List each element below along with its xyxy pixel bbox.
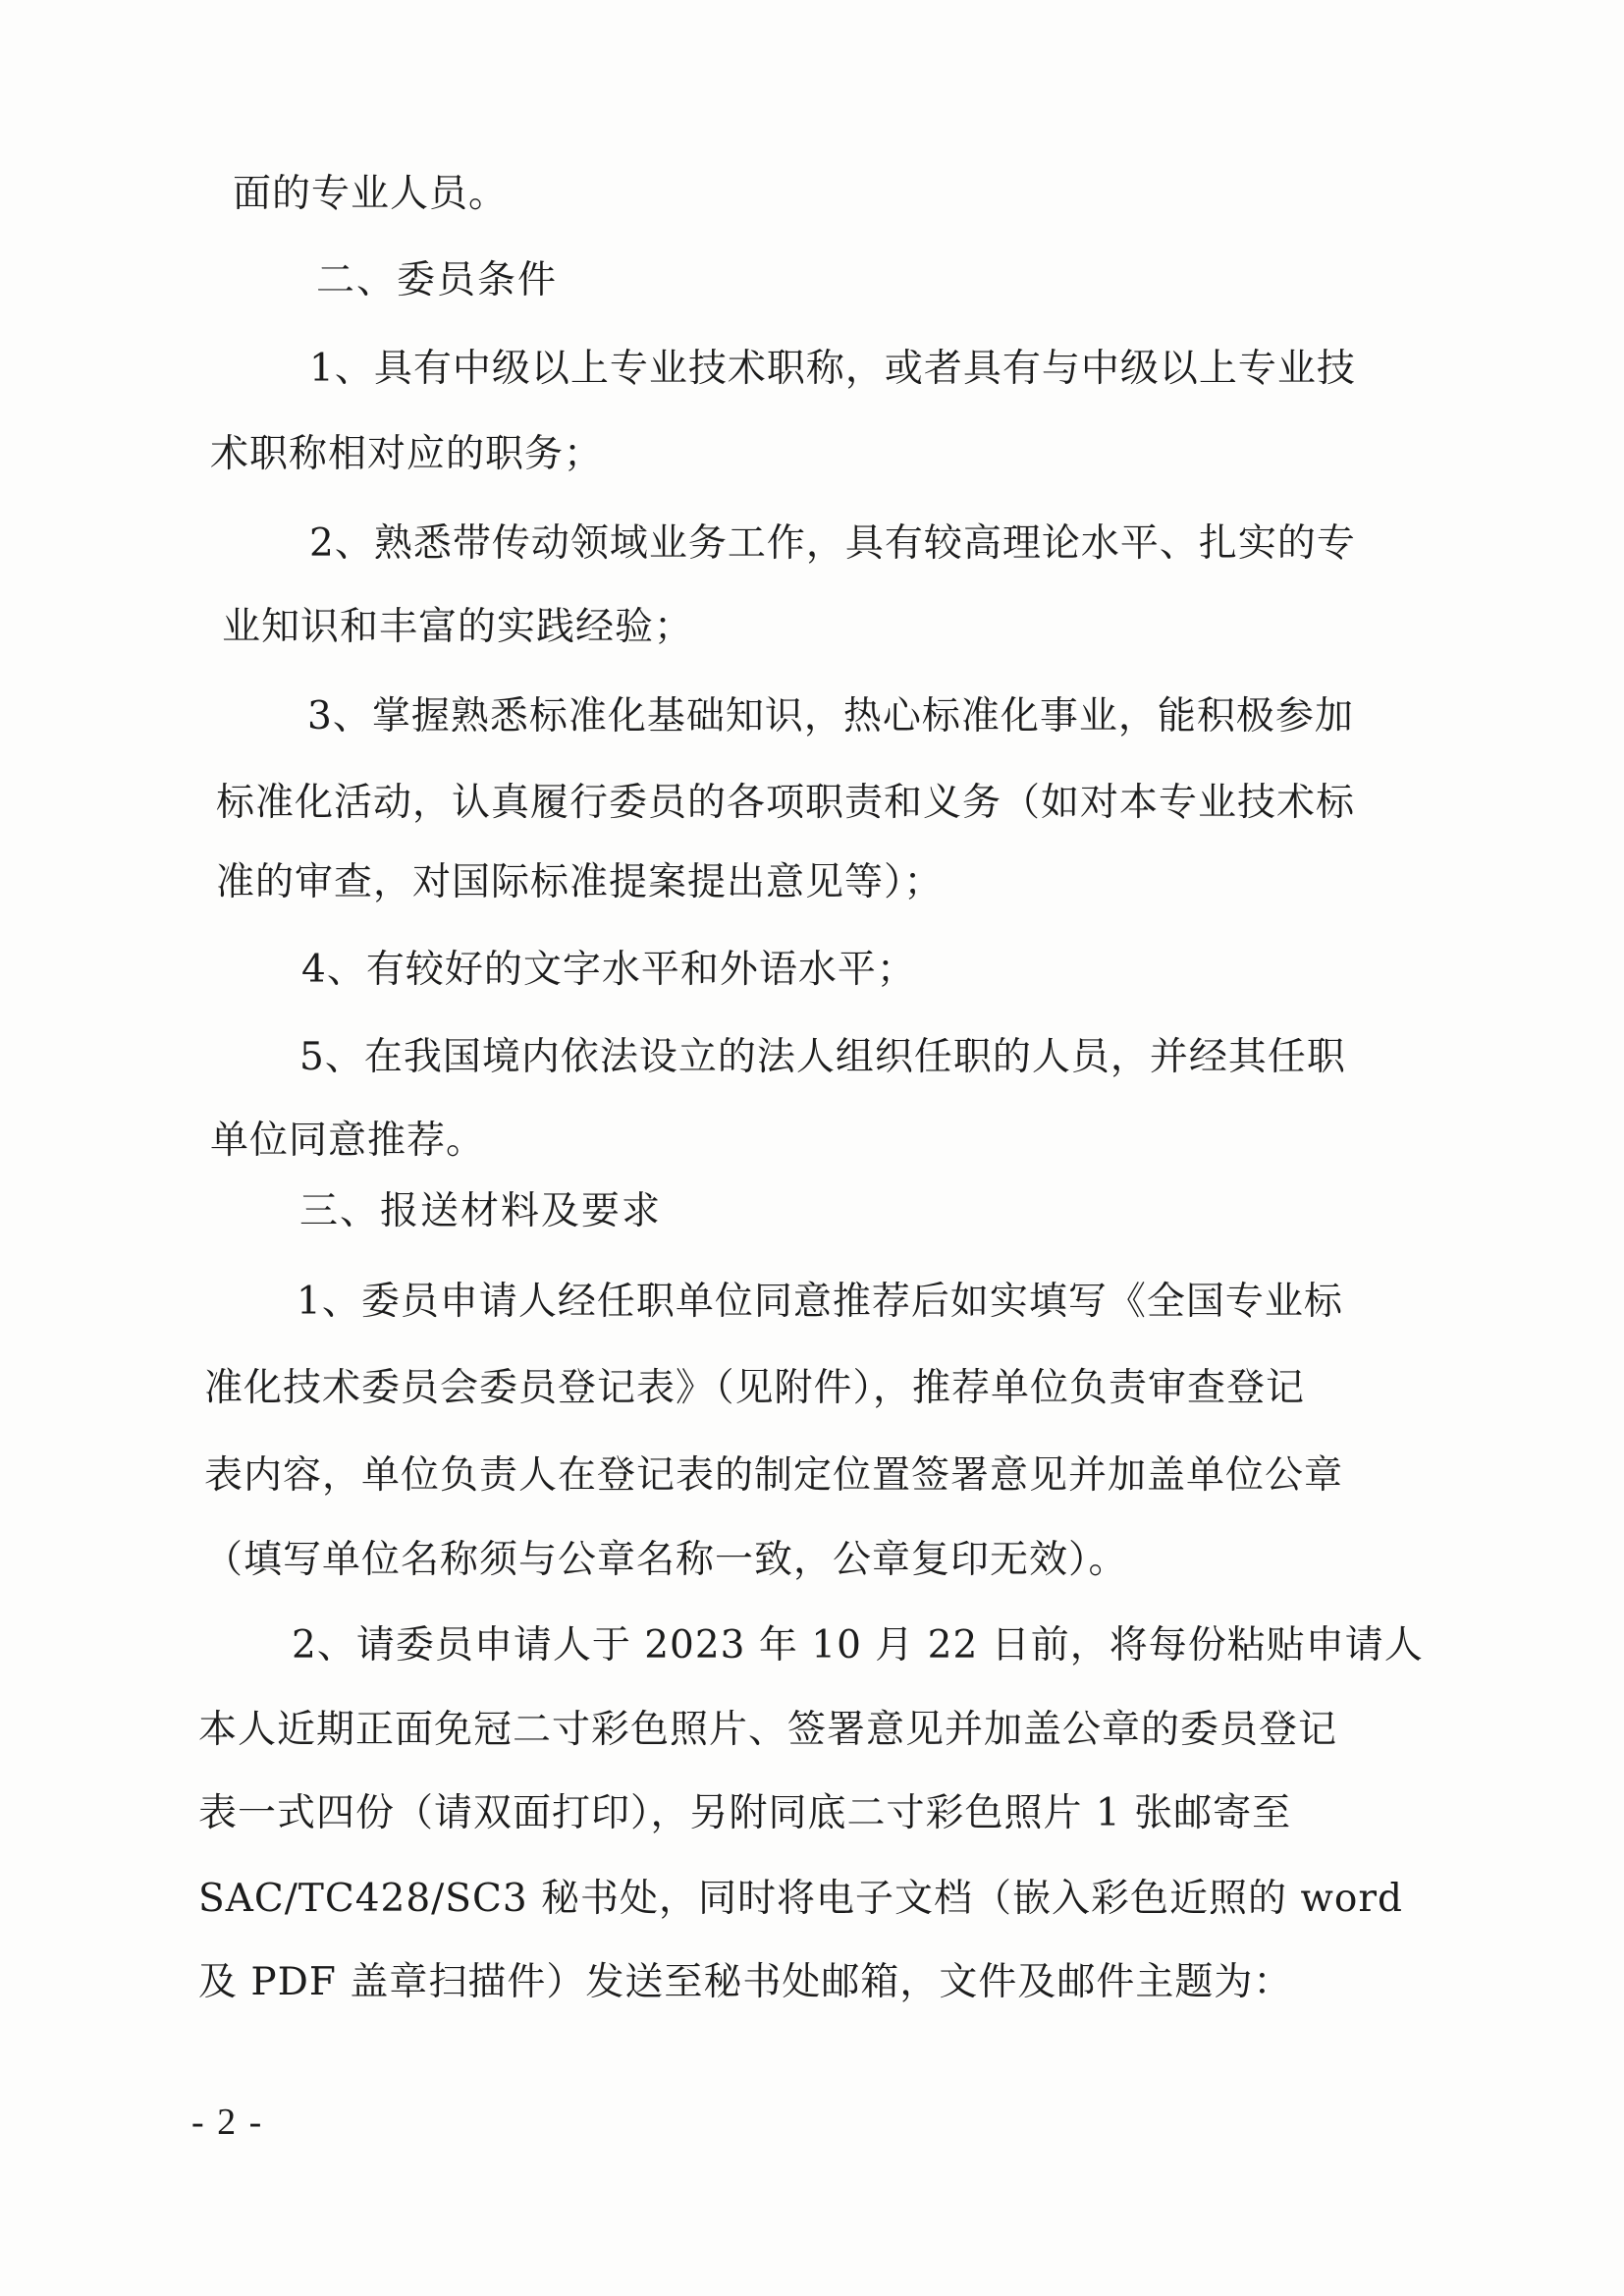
section-heading: 二、委员条件 [316, 258, 559, 302]
text-line: 面的专业人员。 [233, 172, 509, 216]
text-line: 术职称相对应的职务； [210, 432, 604, 476]
text-line: 及 PDF 盖章扫描件）发送至秘书处邮箱，文件及邮件主题为： [198, 1960, 1293, 2004]
text-line: 1、委员申请人经任职单位同意推荐后如实填写《全国专业标 [297, 1280, 1343, 1324]
text-line: 2、请委员申请人于 2023 年 10 月 22 日前，将每份粘贴申请人 [292, 1623, 1424, 1667]
text-line: 准的审查，对国际标准提案提出意见等）； [216, 860, 944, 904]
text-line: 4、有较好的文字水平和外语水平； [301, 948, 916, 992]
text-line: （填写单位名称须与公章名称一致，公章复印无效）。 [204, 1538, 1128, 1582]
text-line: 1、具有中级以上专业技术职称，或者具有与中级以上专业技 [309, 347, 1356, 391]
text-line: 5、在我国境内依法设立的法人组织任职的人员，并经其任职 [299, 1035, 1346, 1079]
text-line: 3、掌握熟悉标准化基础知识，热心标准化事业，能积极参加 [307, 694, 1354, 738]
text-line: 标准化活动，认真履行委员的各项职责和义务（如对本专业技术标 [216, 781, 1356, 825]
text-line: 本人近期正面免冠二寸彩色照片、签署意见并加盖公章的委员登记 [198, 1708, 1338, 1752]
text-line: 2、熟悉带传动领域业务工作，具有较高理论水平、扎实的专 [309, 521, 1356, 566]
text-line: 准化技术委员会委员登记表》（见附件），推荐单位负责审查登记 [204, 1366, 1306, 1410]
text-line: 表内容，单位负责人在登记表的制定位置签署意见并加盖单位公章 [204, 1453, 1344, 1498]
text-line: SAC/TC428/SC3 秘书处，同时将电子文档（嵌入彩色近照的 word [198, 1877, 1403, 1921]
section-heading: 三、报送材料及要求 [299, 1189, 663, 1233]
page-number: - 2 - [191, 2102, 264, 2143]
text-line: 业知识和丰富的实践经验； [222, 605, 694, 649]
text-line: 单位同意推荐。 [210, 1119, 486, 1163]
text-line: 表一式四份（请双面打印），另附同底二寸彩色照片 1 张邮寄至 [198, 1791, 1292, 1835]
